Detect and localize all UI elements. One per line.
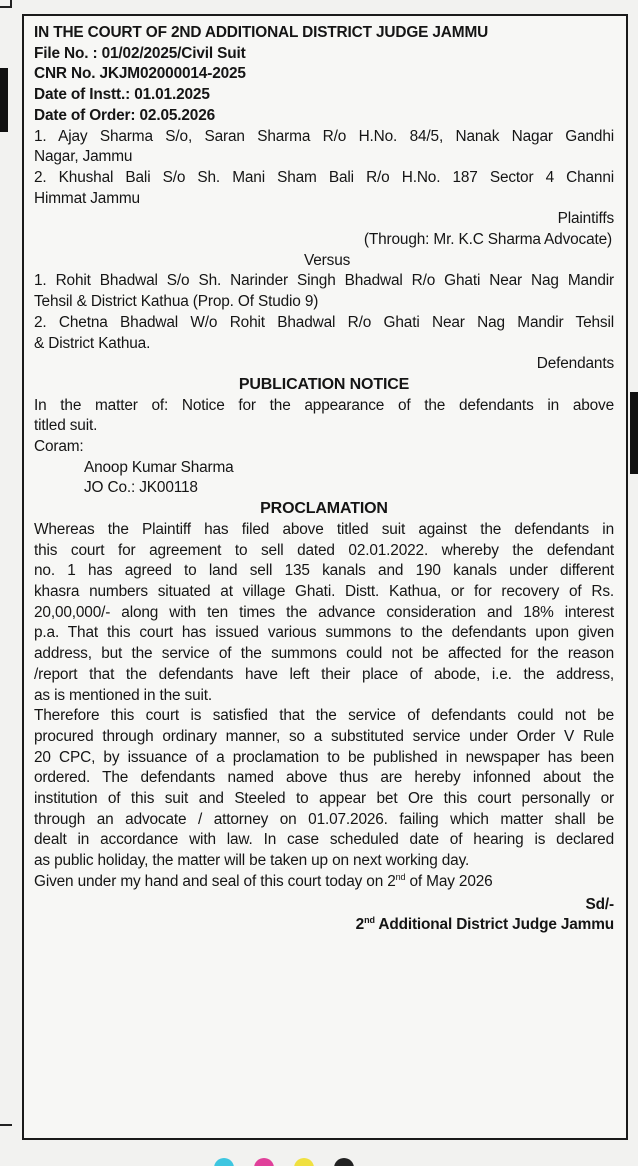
signatory-title xyxy=(34,915,614,936)
paragraph-line: this court for agreement to sell dated 02.01.2022. whereby the defendant xyxy=(34,541,614,559)
signatory-designation: Additional District Judge Jammu xyxy=(374,916,614,934)
given-under-hand-line xyxy=(34,872,614,893)
defendant-1-line-2: Tehsil & District Kathua (Prop. Of Studio 9) xyxy=(34,293,319,311)
matter-line-2: titled suit. xyxy=(34,417,98,435)
given-date-text: of May 2026 xyxy=(405,872,493,890)
paragraph-line: through an advocate / attorney on 01.07.2026. failing which matter shall be xyxy=(34,810,614,828)
signatory-number: 2 xyxy=(355,916,365,934)
date-of-institution: Date of Instt.: 01.01.2025 xyxy=(34,86,210,104)
paragraph-line: institution of this suit and Steeled to appear bet Ore this court personally or xyxy=(34,790,614,808)
paragraph-line: khasra numbers situated at village Ghati. Distt. Kathua, or for recovery of Rs. xyxy=(34,582,614,600)
proclamation-heading: PROCLAMATION xyxy=(260,500,388,518)
paragraph-line: 20,00,000/- along with ten times the advance consideration and 18% interest xyxy=(34,603,614,621)
registration-dot-black xyxy=(334,1158,354,1166)
proclamation-paragraph-2 xyxy=(34,706,614,872)
judicial-officer-code: JO Co.: JK00118 xyxy=(84,479,198,497)
defendant-1-line-1: 1. Rohit Bhadwal S/o Sh. Narinder Singh Bhadwal R/o Ghati Near Nag Mandir xyxy=(34,272,614,290)
publication-notice-heading: PUBLICATION NOTICE xyxy=(238,375,410,393)
ordinal-suffix: nd xyxy=(395,871,406,882)
paragraph-line: address, but the service of the summons could not be affected for the reason xyxy=(34,645,614,663)
paragraph-line: /report that the defendants have left their place of abode, i.e. the address, xyxy=(34,665,614,683)
plaintiff-2-line-2: Himmat Jammu xyxy=(34,189,140,207)
paragraph-line: Therefore this court is satisfied that the service of defendants could not be xyxy=(34,707,614,725)
registration-dot-magenta xyxy=(254,1158,274,1166)
file-number: File No. : 01/02/2025/Civil Suit xyxy=(34,44,246,62)
plaintiff-1-line-2: Nagar, Jammu xyxy=(34,148,133,166)
adjacent-column-edge-left xyxy=(0,68,8,132)
registration-dot-cyan xyxy=(214,1158,234,1166)
given-text: Given under my hand and seal of this court today on 2 xyxy=(34,872,396,890)
signatory-ordinal: nd xyxy=(364,915,375,926)
defendant-2-line-2: & District Kathua. xyxy=(34,334,151,352)
signature-sd: Sd/- xyxy=(585,895,614,913)
paragraph-line: as is mentioned in the suit. xyxy=(34,686,213,704)
paragraph-line: procured through ordinary manner, so a substituted service under Order V Rule xyxy=(34,727,614,745)
paragraph-line: as public holiday, the matter will be taken up on next working day. xyxy=(34,852,470,870)
page-corner-mark xyxy=(0,0,12,8)
defendant-2-line-1: 2. Chetna Bhadwal W/o Rohit Bhadwal R/o Ghati Near Nag Mandir Tehsil xyxy=(34,313,614,331)
paragraph-line: p.a. That this court has issued various summons to the defendants upon given xyxy=(34,624,614,642)
adjacent-column-edge-right xyxy=(630,392,638,474)
date-of-order: Date of Order: 02.05.2026 xyxy=(34,106,216,124)
plaintiffs-label: Plaintiffs xyxy=(557,210,614,228)
registration-dot-yellow xyxy=(294,1158,314,1166)
defendants-label: Defendants xyxy=(536,355,614,373)
court-notice xyxy=(22,14,628,1140)
paragraph-line: 20 CPC, by issuance of a proclamation to be published in newspaper has been xyxy=(34,748,614,766)
coram-label: Coram: xyxy=(34,438,84,456)
proclamation-paragraph-1 xyxy=(34,520,614,706)
matter-line-1: In the matter of: Notice for the appearance of the defendants in above xyxy=(34,396,614,414)
presiding-officer-name: Anoop Kumar Sharma xyxy=(84,458,234,476)
cnr-number: CNR No. JKJM02000014-2025 xyxy=(34,65,246,83)
paragraph-line: Whereas the Plaintiff has filed above titled suit against the defendants in xyxy=(34,520,614,538)
plaintiff-1-line-1: 1. Ajay Sharma S/o, Saran Sharma R/o H.No. 84/5, Nanak Nagar Gandhi xyxy=(34,127,614,145)
paragraph-line: ordered. The defendants named above thus are hereby infonned about the xyxy=(34,769,614,787)
registration-marks xyxy=(0,1152,638,1166)
plaintiffs-counsel: (Through: Mr. K.C Sharma Advocate) xyxy=(363,231,612,249)
paragraph-line: no. 1 has agreed to land sell 135 kanals and 190 kanals under different xyxy=(34,562,614,580)
paragraph-line: dealt in accordance with law. In case scheduled date of hearing is declared xyxy=(34,831,614,849)
plaintiff-2-line-1: 2. Khushal Bali S/o Sh. Mani Sham Bali R/o H.No. 187 Sector 4 Channi xyxy=(34,168,614,186)
page-edge-mark xyxy=(0,1124,12,1126)
court-title: IN THE COURT OF 2ND ADDITIONAL DISTRICT JUDGE JAMMU xyxy=(34,24,489,41)
versus-label: Versus xyxy=(304,251,351,269)
